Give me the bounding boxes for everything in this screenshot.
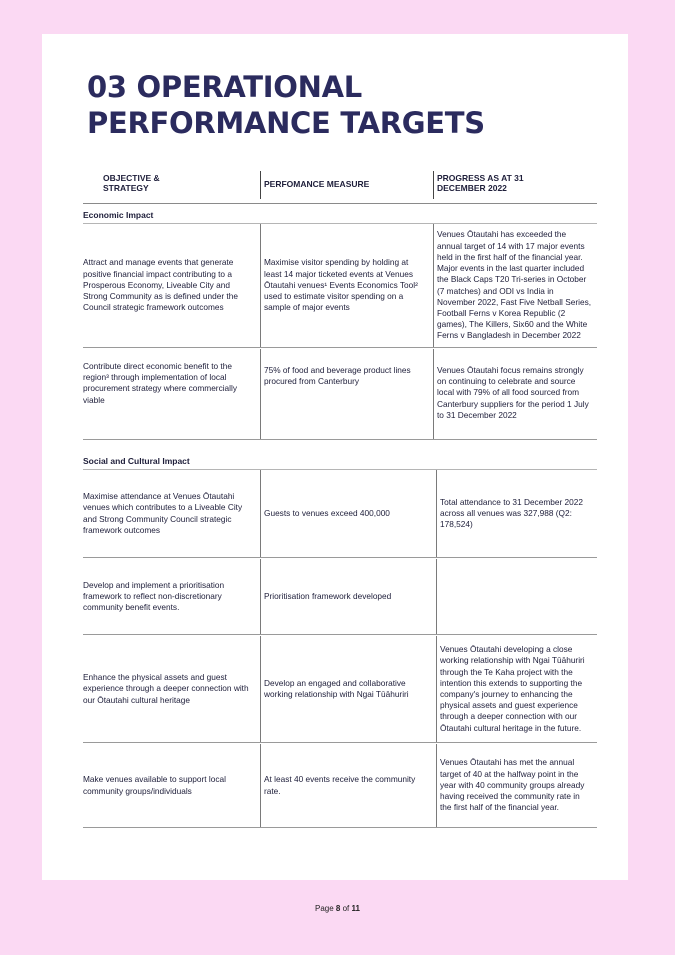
table-row <box>83 224 597 348</box>
footer-page-number: 8 <box>335 904 341 913</box>
footer-of: of <box>340 904 352 913</box>
progress-cell: Total attendance to 31 December 2022 across all venues was 327,988 (Q2: 178,524) <box>440 496 583 530</box>
header-progress: PROGRESS AS AT 31 DECEMBER 2022 <box>437 173 524 193</box>
progress-cell: Venues Ōtautahi developing a close working relationship with Ngai Tūāhuriri through the Te Kaha project with the intention this extends to supporting the company's journey to enhancing the physical assets and guest experience through a deeper connection with our Ōtautahi cultural heritage in the future. <box>440 644 585 733</box>
measure-cell: At least 40 events receive the community rate. <box>264 774 416 796</box>
header-divider <box>260 171 261 199</box>
progress-cell <box>440 559 597 634</box>
title-line-1: 03 OPERATIONAL <box>87 70 362 104</box>
objective-cell: Develop and implement a prioritisation framework to reflect non-discretionary community benefit events. <box>83 579 225 613</box>
column-divider <box>436 470 437 557</box>
column-divider <box>260 349 261 439</box>
page-sheet <box>42 34 628 880</box>
page-title <box>87 69 507 141</box>
column-divider <box>436 559 437 634</box>
measure-cell: 75% of food and beverage product lines procured from Canterbury <box>264 365 411 387</box>
measure-cell: Develop an engaged and collaborative working relationship with Ngai Tūāhuriri <box>264 677 409 699</box>
page-footer <box>0 904 675 913</box>
column-divider <box>260 224 261 347</box>
table-row <box>83 559 597 635</box>
progress-cell: Venues Ōtautahi has met the annual target of 40 at the halfway point in the year with 40 community groups already having received the community rate in the first half of the financial year. <box>440 757 585 813</box>
header-objective: OBJECTIVE & STRATEGY <box>103 173 160 193</box>
table-row <box>83 349 597 440</box>
table-row <box>83 636 597 743</box>
title-line-2: PERFORMANCE TARGETS <box>87 106 485 140</box>
footer-prefix: Page <box>315 904 336 913</box>
measure-cell: Prioritisation framework developed <box>264 590 392 601</box>
column-divider <box>436 636 437 742</box>
header-measure: PERFOMANCE MEASURE <box>264 179 370 189</box>
section-title-social: Social and Cultural Impact <box>83 456 190 466</box>
progress-cell: Venues Ōtautahi has exceeded the annual target of 14 with 17 major events held in the first half of the financial year. Major events in the last quarter included the Black Caps T20 Tri-series in October (7 matches) and ODI vs India in November 2022, Fast Five Netball Series, Football Ferns v Korea Republic (2 games), The Killers, Six60 and the White Ferns v Bangladesh in December 2022 <box>437 229 592 341</box>
objective-cell: Maximise attendance at Venues Ōtautahi venues which contributes to a Liveable City and Strong Community Council strategic framework outcomes <box>83 491 243 535</box>
column-divider <box>433 224 434 347</box>
column-divider <box>433 349 434 439</box>
column-divider <box>436 744 437 827</box>
measure-cell: Guests to venues exceed 400,000 <box>264 507 390 518</box>
table-header <box>83 171 597 204</box>
column-divider <box>260 744 261 827</box>
footer-total-pages: 11 <box>351 904 360 913</box>
header-divider <box>433 171 434 199</box>
column-divider <box>260 636 261 742</box>
objective-cell: Contribute direct economic benefit to the region³ through implementation of local procurement strategy where commercially viable <box>83 361 238 405</box>
progress-cell: Venues Ōtautahi focus remains strongly on continuing to celebrate and source local with 79% of all food sourced from Canterbury suppliers for the period 1 July to 31 December 2022 <box>437 365 589 420</box>
section-title-economic: Economic Impact <box>83 210 154 220</box>
table-row <box>83 744 597 828</box>
objective-cell: Enhance the physical assets and guest experience through a deeper connection with our Ōtautahi cultural heritage <box>83 672 249 705</box>
objective-cell: Attract and manage events that generate positive financial impact contributing to a Prosperous Economy, Liveable City and Strong Community as is defined under the Council strategic framework outcomes <box>83 257 238 313</box>
column-divider <box>260 559 261 634</box>
column-divider <box>260 470 261 557</box>
table-row <box>83 470 597 558</box>
objective-cell: Make venues available to support local community groups/individuals <box>83 774 226 796</box>
measure-cell: Maximise visitor spending by holding at least 14 major ticketed events at Venues Ōtautahi venues¹ Events Economics Tool² used to estimate visitor spending on a sample of major events <box>264 257 418 313</box>
